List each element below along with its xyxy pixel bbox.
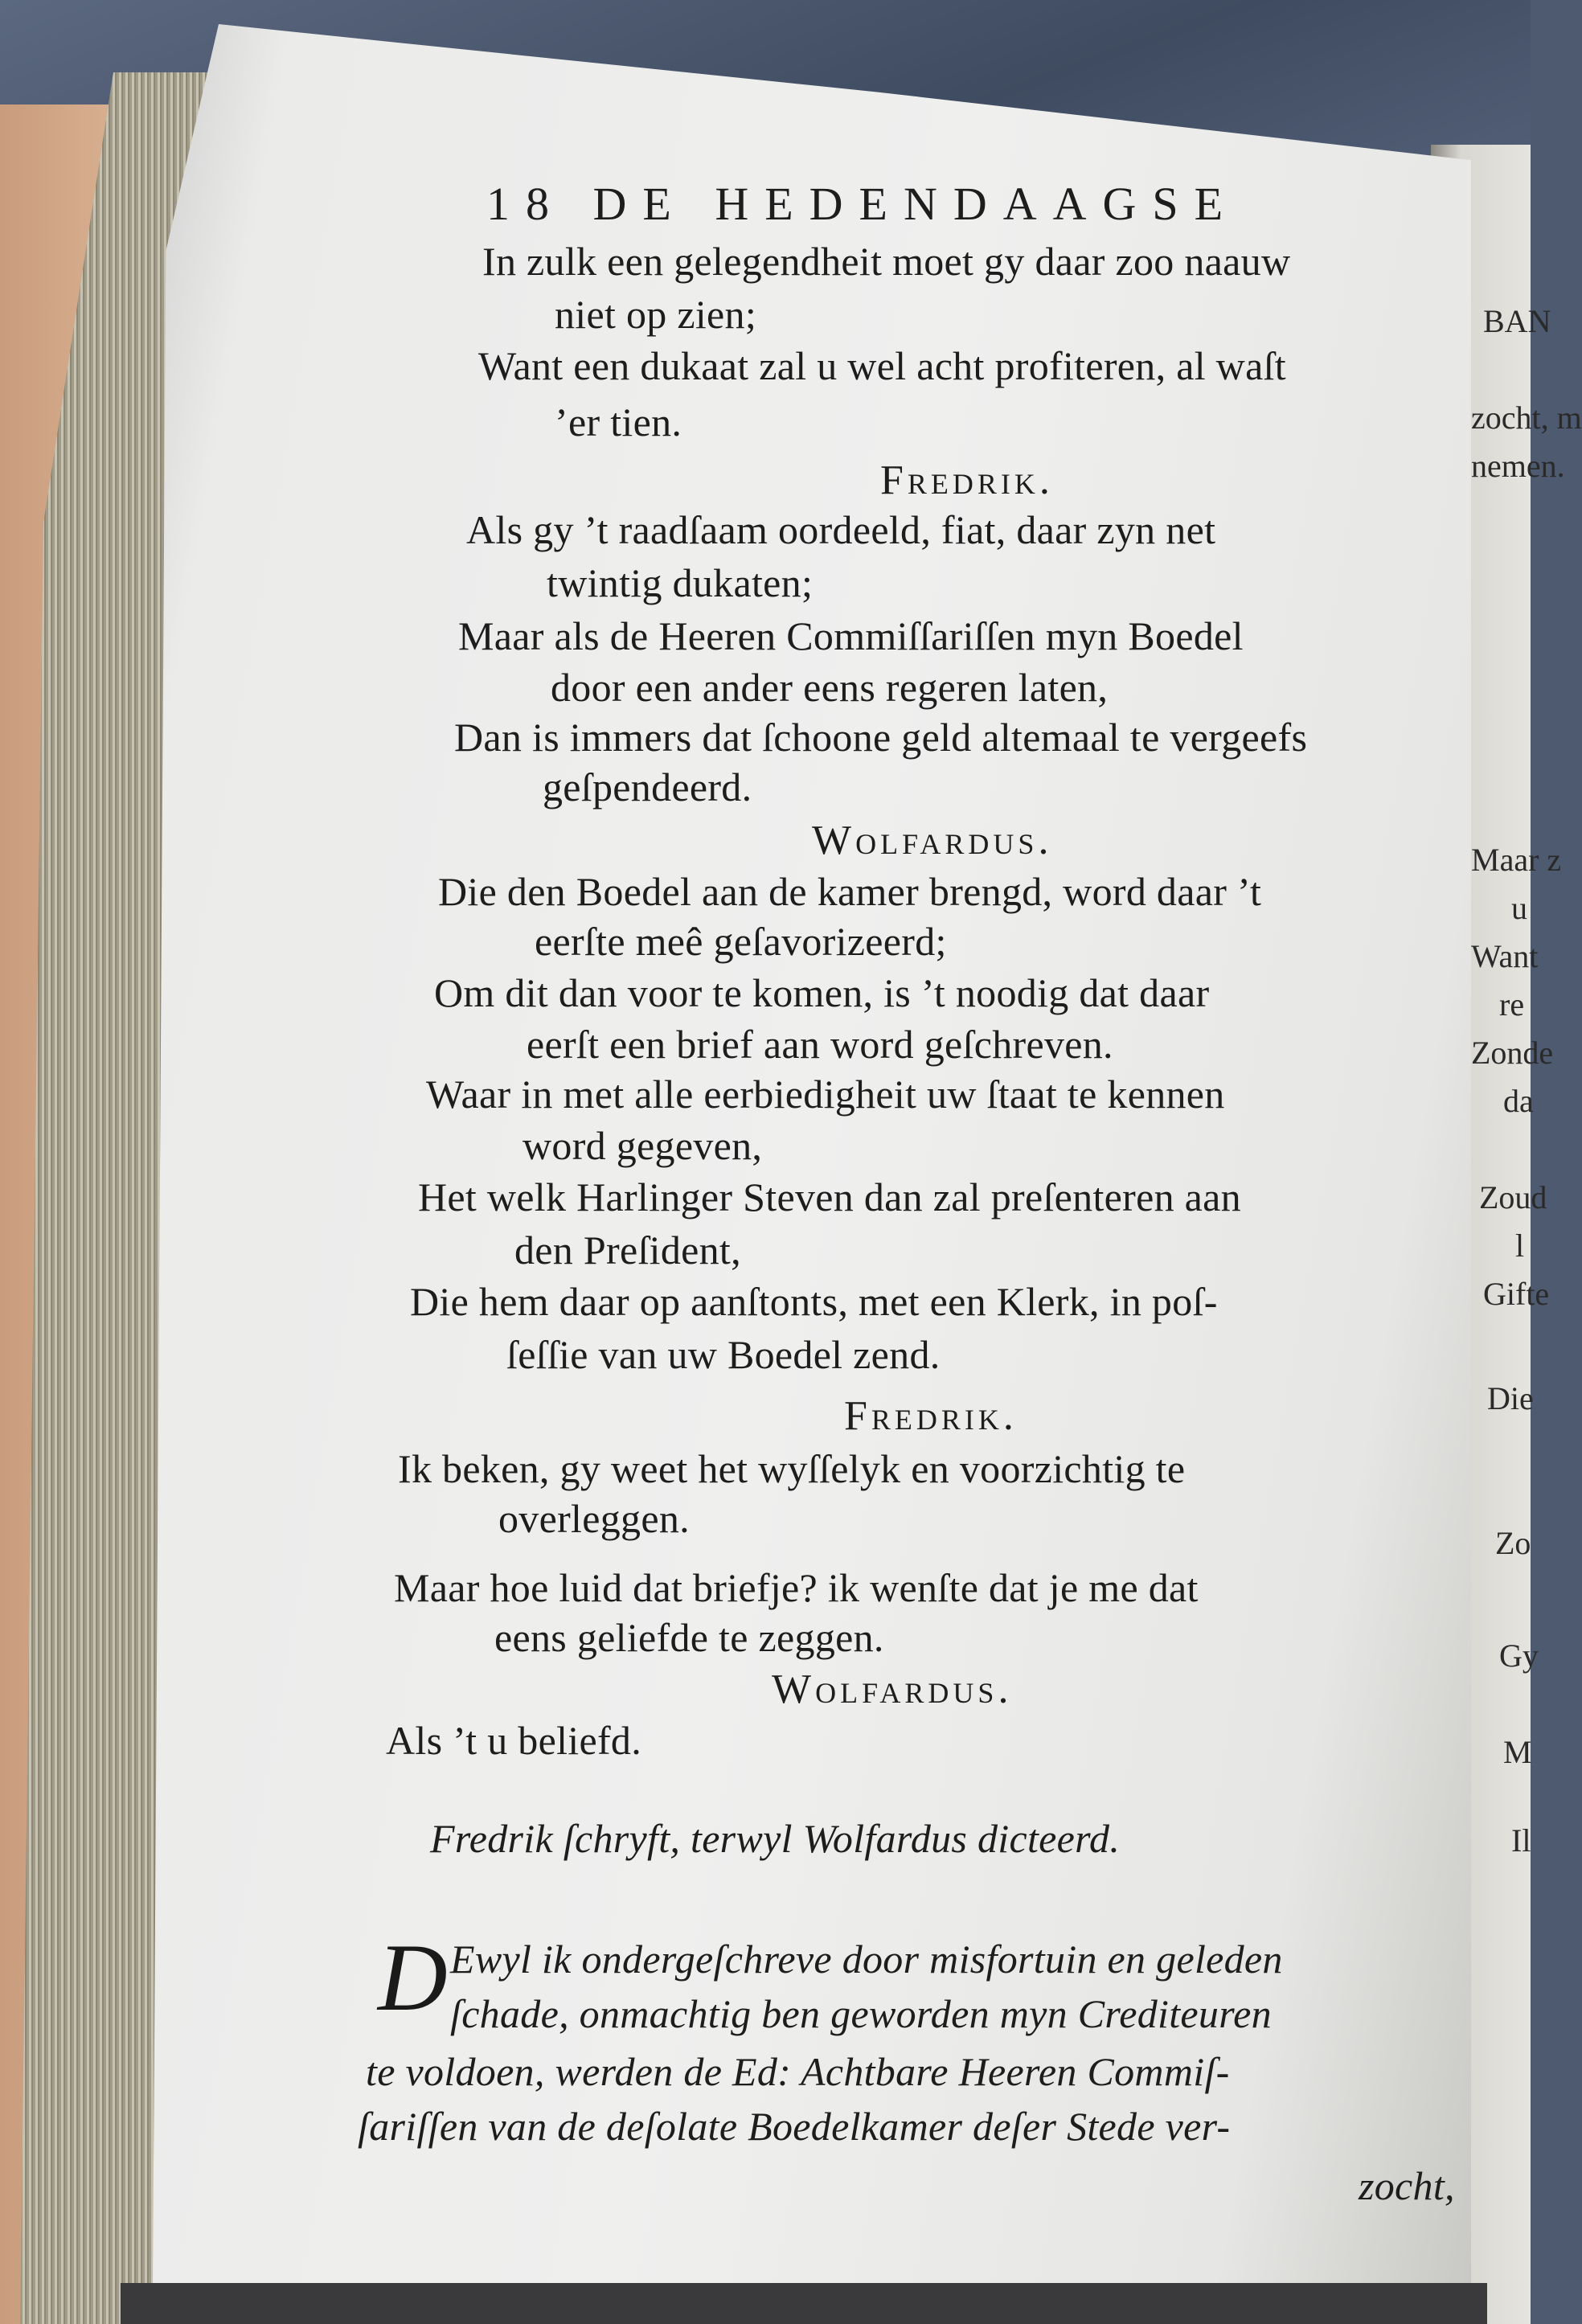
verse-line: ſeſſie van uw Boedel zend. <box>506 1332 941 1377</box>
verse-line: overleggen. <box>498 1496 690 1541</box>
facing-page-fragment: Maar z <box>1471 842 1562 878</box>
facing-page-fragment: zocht, m <box>1471 400 1582 436</box>
facing-page-fragment: Want <box>1471 938 1539 974</box>
verse-line: door een ander eens regeren laten, <box>551 665 1109 710</box>
facing-page-fragment: Gifte <box>1483 1276 1550 1312</box>
verse-line: twintig dukaten; <box>547 560 814 605</box>
letter-line: zocht, <box>1359 2163 1455 2208</box>
speaker-name: Wolfardus. <box>812 818 1053 863</box>
verse-line: Om dit dan voor te komen, is ’t noodig dat daar <box>434 970 1210 1015</box>
facing-page-fragment: re <box>1499 986 1525 1023</box>
verse-line: Maar als de Heeren Commiſſariſſen myn Boedel <box>458 613 1244 658</box>
letter-line: ſchade, onmachtig ben geworden myn Crediteuren <box>450 1991 1272 2036</box>
verse-line: Waar in met alle eerbiedigheit uw ſtaat te kennen <box>426 1072 1225 1117</box>
speaker-name: Wolfardus. <box>772 1666 1013 1712</box>
verse-line: word gegeven, <box>523 1123 763 1168</box>
stage-direction: Fredrik ſchryft, terwyl Wolfardus dicteerd. <box>430 1816 1121 1861</box>
table-edge <box>121 2283 1487 2324</box>
verse-line: Het welk Harlinger Steven dan zal preſenteren aan <box>418 1174 1241 1219</box>
verse-line: den Preſident, <box>514 1228 741 1273</box>
verse-line: Maar hoe luid dat briefje? ik wenſte dat je me dat <box>394 1565 1199 1610</box>
letter-line: ſariſſen van de deſolate Boedelkamer deſer Stede ver- <box>358 2104 1231 2149</box>
verse-line: Als ’t u beliefd. <box>386 1718 642 1763</box>
verse-line: eerſt een brief aan word geſchreven. <box>527 1022 1113 1067</box>
verse-line: Die den Boedel aan de kamer brengd, word daar ’t <box>438 869 1262 914</box>
verse-line: ’er tien. <box>555 400 682 445</box>
facing-page-fragment: nemen. <box>1471 448 1565 484</box>
page-number: 18 <box>486 178 565 230</box>
verse-line: geſpendeerd. <box>543 764 752 810</box>
facing-page-fragment: Gy <box>1499 1637 1539 1674</box>
verse-line: eens geliefde te zeggen. <box>494 1615 884 1660</box>
letter-line: te voldoen, werden de Ed: Achtbare Heeren Commiſ- <box>366 2049 1230 2094</box>
facing-page-fragment: Zo <box>1495 1525 1531 1561</box>
page-header <box>486 178 1240 230</box>
letter-line: Ewyl ik ondergeſchreve door misfortuin en geleden <box>450 1937 1283 1982</box>
facing-page-fragment: l <box>1515 1228 1525 1264</box>
facing-page-fragment: BAN <box>1483 303 1551 339</box>
verse-line: eerſte meê geſavorizeerd; <box>535 919 947 964</box>
facing-page-fragment: Die <box>1487 1380 1534 1416</box>
speaker-name: Fredrik. <box>844 1393 1018 1439</box>
facing-page-fragment: Zonde <box>1471 1035 1554 1071</box>
running-head: DE HEDENDAAGSE <box>592 178 1240 230</box>
facing-page-fragment: Zoud <box>1479 1179 1547 1215</box>
facing-page-fragment: da <box>1503 1083 1534 1119</box>
speaker-name: Fredrik. <box>880 457 1054 503</box>
facing-page-fragment: u <box>1511 890 1527 926</box>
verse-line: Want een dukaat zal u wel acht profiteren, al waſt <box>478 343 1286 388</box>
verse-line: Die hem daar op aanſtonts, met een Klerk, in poſ- <box>410 1279 1218 1324</box>
verse-line: Ik beken, gy weet het wyſſelyk en voorzichtig te <box>398 1446 1186 1491</box>
verse-line: niet op zien; <box>555 292 757 337</box>
facing-page-fragment: M <box>1503 1734 1532 1770</box>
drop-cap: D <box>378 1924 448 2031</box>
verse-line: In zulk een gelegendheit moet gy daar zoo naauw <box>482 239 1291 284</box>
facing-page-fragment: Il <box>1511 1822 1531 1859</box>
verse-line: Dan is immers dat ſchoone geld altemaal te vergeefs <box>454 715 1308 760</box>
verse-line: Als gy ’t raadſaam oordeeld, fiat, daar zyn net <box>466 507 1216 552</box>
